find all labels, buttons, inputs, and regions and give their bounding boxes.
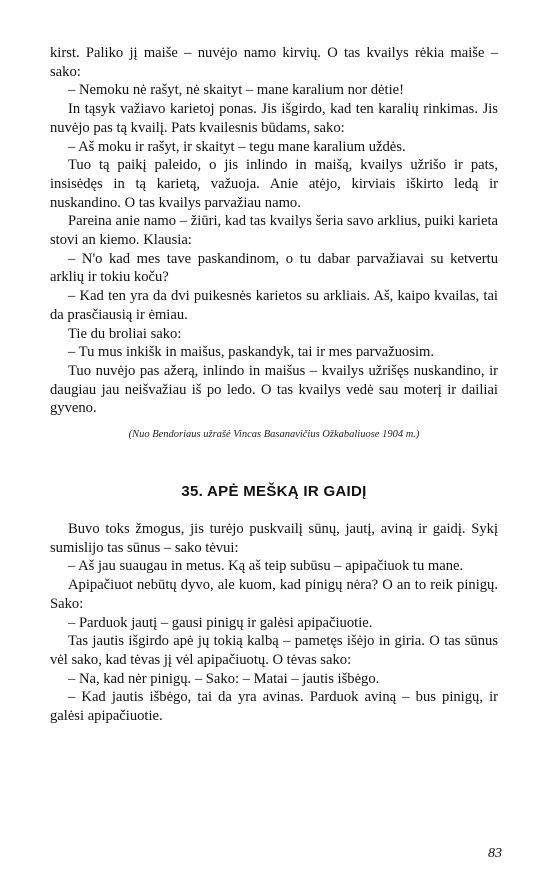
paragraph: Buvo toks žmogus, jis turėjo puskvailį sūnų, jautį, aviną ir gaidį. Sykį sumislijo tas sūnus – sako tėvui: — [50, 521, 498, 556]
paragraph: – Tu mus inkišk in maišus, paskandyk, tai ir mes parvažuosim. — [68, 344, 435, 361]
paragraph: Pareina anie namo – žiūri, kad tas kvailys šeria savo arklius, puiki karieta stovi an kiemo. Klausia: — [50, 213, 498, 249]
source-note: (Nuo Bendoriaus užrašė Vincas Basanavičius Ožkabaliuose 1904 m.) — [128, 429, 420, 441]
paragraph: Tas jautis išgirdo apė jų tokią kalbą – pametęs išėjo in giria. O tas sūnus vėl sako, kad tėvas jį vėl apipačiuotų. O tėvas sako: — [50, 633, 498, 668]
paragraph: Apipačiuot nebūtų dyvo, ale kuom, kad pinigų nėra? O an to reik pinigų. Sako: — [50, 577, 498, 612]
page-content — [50, 44, 498, 726]
paragraph: – Nemoku nė rašyt, nė skaityt – mane karalium nor dėtie! — [68, 82, 404, 99]
story-continuation — [50, 44, 498, 418]
paragraph: In tąsyk važiavo karietoj ponas. Jis išgirdo, kad ten karalių rinkimas. Jis nuvėjo pas tą kvailį. Pats kvailesnis būdams, sako: — [50, 101, 498, 136]
story-text — [50, 520, 498, 726]
paragraph: – Parduok jautį – gausi pinigų ir galėsi apipačiuotie. — [68, 614, 373, 631]
paragraph: – Aš jau suaugau in metus. Ką aš teip subūsu – apipačiuok tu mane. — [68, 558, 464, 575]
paragraph: kirst. Paliko jį maiše – nuvėjo namo kirvių. O tas kvailys rėkia maiše – sako: — [50, 45, 498, 80]
paragraph: – Na, kad nėr pinigų. – Sako: – Matai – jautis išbėgo. — [68, 670, 380, 687]
paragraph: – N'o kad mes tave paskandinom, o tu dabar parvažiavai su ketvertu arklių ir tokiu koču? — [50, 250, 498, 286]
paragraph: Tuo tą paikį paleido, o jis inlindo in maišą, kvailys užrišo ir pats, insisėdęs in tą karietą, važuoja. Anie atėjo, kirviais iškirto ledą ir nuskandino. O tas kvailys parvažiau namo. — [50, 157, 498, 211]
paragraph: – Kad ten yra da dvi puikesnės karietos su arkliais. Aš, kaipo kvailas, tai da prasčiausią ir ėmiau. — [50, 288, 498, 323]
paragraph: Tuo nuvėjo pas ažerą, inlindo in maišus – kvailys užrišęs nuskandino, ir daugiau jau neišvažiau iš po ledo. O tas kvailys vedė sau moterį ir dailiai gyveno. — [50, 362, 498, 417]
page-number: 83 — [488, 846, 502, 861]
section-title: 35. APĖ MEŠKĄ IR GAIDĮ — [181, 483, 367, 501]
paragraph: – Kad jautis išbėgo, tai da yra avinas. Parduok aviną – bus pinigų, ir galėsi apipačiuotie. — [50, 689, 498, 725]
paragraph: – Aš moku ir rašyt, ir skaityt – tegu mane karalium uždės. — [68, 138, 406, 155]
paragraph: Tie du broliai sako: — [68, 325, 182, 342]
